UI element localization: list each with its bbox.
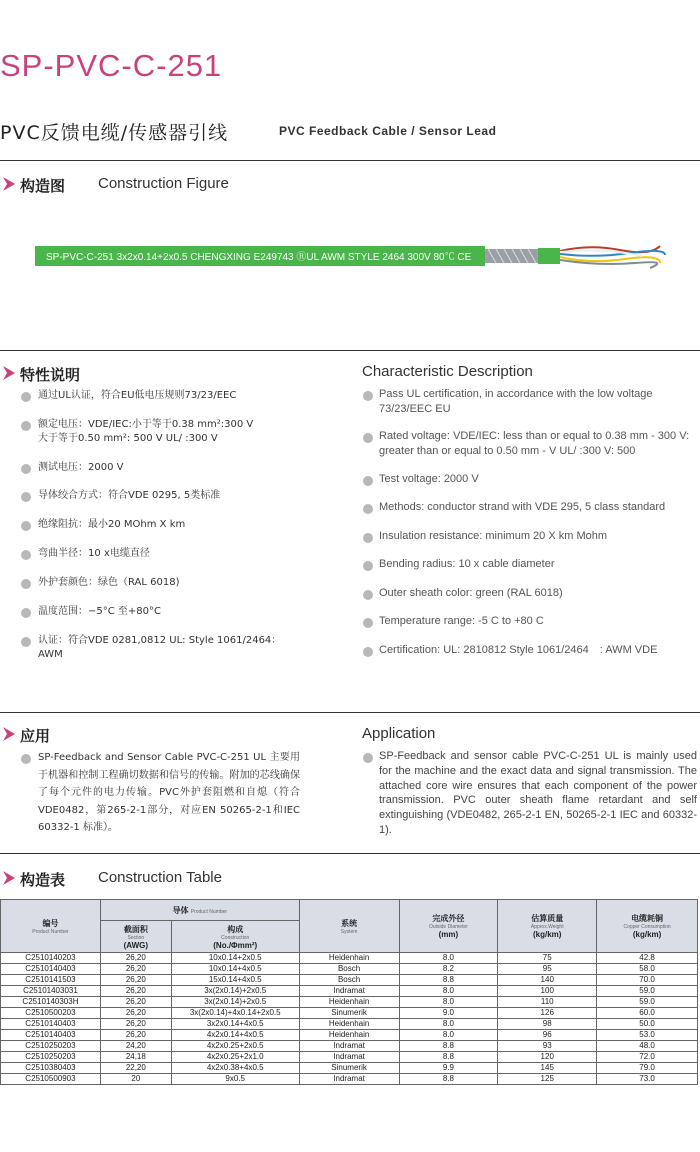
application-text-en: SP-Feedback and sensor cable PVC-C-251 UL is mainly used for the machine and the exact data and signal transmission. The attached core wire ensures that each component of the power transmission. PVC outer sheath flame retardant and self extinguishing (VDE0482, 265-2-1 EN, 50265-2-1 IEC and 60332-1). xyxy=(379,750,697,836)
divider xyxy=(0,712,700,713)
col-header-system: 系统 System xyxy=(299,900,399,953)
cell-number: C25101403031 xyxy=(1,986,101,997)
bullet-icon xyxy=(363,753,373,763)
char-item-cn: 认证：符合VDE 0281,0812 UL: Style 1061/2464： AWM xyxy=(38,635,282,660)
cell-copper: 72.0 xyxy=(597,1052,698,1063)
cell-outside-diameter: 8.0 xyxy=(399,1030,498,1041)
cell-weight: 100 xyxy=(498,986,597,997)
char-item-en: Insulation resistance: minimum 20 X km Mohm xyxy=(379,530,608,542)
bullet-icon xyxy=(21,464,31,474)
char-item-en: Bending radius: 10 x cable diameter xyxy=(379,558,555,570)
section-label-cn: 构造表 xyxy=(20,871,66,889)
cell-number: C2510500903 xyxy=(1,1074,101,1085)
cell-weight: 98 xyxy=(498,1019,597,1030)
cell-construction: 3x(2x0.14)+2x0.5 xyxy=(171,997,299,1008)
cell-copper: 73.0 xyxy=(597,1074,698,1085)
table-row xyxy=(1,1030,698,1041)
cell-weight: 95 xyxy=(498,964,597,975)
table-row xyxy=(1,1074,698,1085)
cell-outside-diameter: 8.0 xyxy=(399,986,498,997)
cell-section: 26,20 xyxy=(100,964,171,975)
cell-number: C2510140303H xyxy=(1,997,101,1008)
cell-outside-diameter: 8.8 xyxy=(399,1074,498,1085)
cell-system: Indramat xyxy=(299,1041,399,1052)
section-label-cn: 应用 xyxy=(20,727,51,745)
page-title: SP-PVC-C-251 xyxy=(0,48,223,83)
bullet-icon xyxy=(363,590,373,600)
col-header-weight: 估算质量 Approx.Weight (kg/km) xyxy=(498,900,597,953)
bullet-icon xyxy=(21,392,31,402)
cell-section: 20 xyxy=(100,1074,171,1085)
cell-copper: 59.0 xyxy=(597,997,698,1008)
cell-number: C2510140403 xyxy=(1,964,101,975)
cell-weight: 126 xyxy=(498,1008,597,1019)
cable-figure xyxy=(30,236,670,276)
cell-number: C2510140403 xyxy=(1,1030,101,1041)
cell-copper: 60.0 xyxy=(597,1008,698,1019)
char-item-en: Temperature range: -5 C to +80 C xyxy=(379,615,544,627)
table-row xyxy=(1,1052,698,1063)
cell-copper: 70.0 xyxy=(597,975,698,986)
cell-weight: 93 xyxy=(498,1041,597,1052)
char-item-en: Test voltage: 2000 V xyxy=(379,473,479,485)
cell-weight: 96 xyxy=(498,1030,597,1041)
cell-section: 26,20 xyxy=(100,997,171,1008)
char-item-cn: 弯曲半径：10 x电缆直径 xyxy=(38,548,150,559)
section-label-en: Construction Table xyxy=(98,869,222,886)
bullet-icon xyxy=(363,476,373,486)
cell-outside-diameter: 8.0 xyxy=(399,953,498,964)
char-item-cn: 绝缘阻抗：最小20 MOhm X km xyxy=(38,519,186,530)
cell-system: Heidenhain xyxy=(299,1030,399,1041)
table-row xyxy=(1,953,698,964)
cell-section: 26,20 xyxy=(100,986,171,997)
cell-copper: 42.8 xyxy=(597,953,698,964)
cell-section: 26,20 xyxy=(100,1008,171,1019)
cable-cores xyxy=(560,246,665,268)
cable-print: SP-PVC-C-251 3x2x0.14+2x0.5 CHENGXING E249743 ⓇUL AWM STYLE 2464 300V 80℃ CE xyxy=(46,252,472,263)
cell-system: Indramat xyxy=(299,1074,399,1085)
cell-number: C2510140403 xyxy=(1,1019,101,1030)
cell-construction: 10x0.14+4x0.5 xyxy=(171,964,299,975)
bullet-icon xyxy=(21,637,31,647)
bullet-icon xyxy=(363,504,373,514)
cell-outside-diameter: 8.8 xyxy=(399,1052,498,1063)
cell-number: C2510250203 xyxy=(1,1041,101,1052)
cell-system: Indramat xyxy=(299,1052,399,1063)
bullet-icon xyxy=(21,521,31,531)
section-arrow-icon xyxy=(3,871,15,885)
cell-weight: 110 xyxy=(498,997,597,1008)
cell-system: Heidenhain xyxy=(299,997,399,1008)
subtitle-en: PVC Feedback Cable / Sensor Lead xyxy=(279,124,497,138)
cell-number: C2510380403 xyxy=(1,1063,101,1074)
section-arrow-icon xyxy=(3,366,15,380)
cell-outside-diameter: 8.8 xyxy=(399,1041,498,1052)
bullet-icon xyxy=(21,550,31,560)
cell-system: Bosch xyxy=(299,964,399,975)
section-arrow-icon xyxy=(3,727,15,741)
cell-section: 26,20 xyxy=(100,1030,171,1041)
col-header-number: 编号 Product Number xyxy=(1,900,101,953)
cell-outside-diameter: 8.8 xyxy=(399,975,498,986)
section-label-cn: 构造图 xyxy=(20,177,66,195)
application-text-cn: SP-Feedback and Sensor Cable PVC-C-251 UL 主要用于机器和控制工程确切数据和信号的传输。附加的芯线确保了每个元件的电力传输。PVC外护套阻燃和自熄（符合VDE0482，第265-2-1部分，对应EN 50265-2-1和IEC 60332-1 标准）。 xyxy=(38,752,300,833)
cell-section: 26,20 xyxy=(100,1019,171,1030)
section-arrow-icon xyxy=(3,177,15,191)
section-label-en: Construction Figure xyxy=(98,175,229,192)
char-item-cn: 外护套颜色：绿色（RAL 6018) xyxy=(38,577,180,588)
cell-copper: 48.0 xyxy=(597,1041,698,1052)
cell-number: C2510141503 xyxy=(1,975,101,986)
cable-inner-sheath xyxy=(538,248,560,264)
table-row xyxy=(1,1041,698,1052)
cell-copper: 50.0 xyxy=(597,1019,698,1030)
divider xyxy=(0,350,700,351)
col-header-section: 截面积 Section (AWG) xyxy=(100,921,171,953)
table-row xyxy=(1,986,698,997)
cell-construction: 10x0.14+2x0.5 xyxy=(171,953,299,964)
table-row xyxy=(1,975,698,986)
cell-number: C2510500203 xyxy=(1,1008,101,1019)
cell-system: Heidenhain xyxy=(299,1019,399,1030)
section-label-cn: 特性说明 xyxy=(20,366,81,384)
bullet-icon xyxy=(363,433,373,443)
char-item-cn: 额定电压：VDE/IEC:小于等于0.38 mm²:300 V 大于等于0.50 mm²: 500 V UL/ :300 V xyxy=(38,419,254,444)
section-label-en: Application xyxy=(362,725,436,742)
cell-outside-diameter: 8.2 xyxy=(399,964,498,975)
construction-table xyxy=(0,899,698,1085)
cell-construction: 4x2x0.38+4x0.5 xyxy=(171,1063,299,1074)
cell-outside-diameter: 9.0 xyxy=(399,1008,498,1019)
table-row xyxy=(1,1019,698,1030)
cell-section: 22,20 xyxy=(100,1063,171,1074)
cell-section: 24,18 xyxy=(100,1052,171,1063)
cell-number: C2510250203 xyxy=(1,1052,101,1063)
bullet-icon xyxy=(21,608,31,618)
cell-weight: 140 xyxy=(498,975,597,986)
cell-weight: 125 xyxy=(498,1074,597,1085)
cell-outside-diameter: 9.9 xyxy=(399,1063,498,1074)
divider xyxy=(0,853,700,854)
bullet-icon xyxy=(363,618,373,628)
bullet-icon xyxy=(363,561,373,571)
cell-section: 24,20 xyxy=(100,1041,171,1052)
char-item-en: Rated voltage: VDE/IEC: less than or equal to 0.38 mm - 300 V: greater than or equal to 0.50 mm - V UL/ :300 V: 500 xyxy=(379,430,690,457)
table-row xyxy=(1,997,698,1008)
cell-construction: 4x2x0.25+2x1.0 xyxy=(171,1052,299,1063)
char-item-en: Certification: UL: 2810812 Style 1061/2464 : AWM VDE xyxy=(379,644,658,656)
char-item-en: Outer sheath color: green (RAL 6018) xyxy=(379,587,563,599)
cell-construction: 4x2x0.25+2x0.5 xyxy=(171,1041,299,1052)
cell-system: Heidenhain xyxy=(299,953,399,964)
char-item-en: Methods: conductor strand with VDE 295, 5 class standard xyxy=(379,501,666,513)
subtitle-cn: PVC反馈电缆/传感器引线 xyxy=(0,122,229,144)
char-item-cn: 温度范围：−5°C 至+80°C xyxy=(38,606,161,617)
cell-copper: 58.0 xyxy=(597,964,698,975)
bullet-icon xyxy=(363,391,373,401)
cell-construction: 3x2x0.14+4x0.5 xyxy=(171,1019,299,1030)
section-label-en: Characteristic Description xyxy=(362,363,533,380)
cell-system: Indramat xyxy=(299,986,399,997)
cell-system: Bosch xyxy=(299,975,399,986)
cell-weight: 120 xyxy=(498,1052,597,1063)
cell-section: 26,20 xyxy=(100,953,171,964)
cell-outside-diameter: 8.0 xyxy=(399,1019,498,1030)
char-item-cn: 导体绞合方式：符合VDE 0295, 5类标准 xyxy=(38,490,221,501)
cell-system: Sinumerik xyxy=(299,1008,399,1019)
cell-system: Sinumerik xyxy=(299,1063,399,1074)
char-item-cn: 通过UL认证，符合EU低电压规则73/23/EEC xyxy=(38,390,237,401)
cell-number: C2510140203 xyxy=(1,953,101,964)
cell-construction: 4x2x0.14+4x0.5 xyxy=(171,1030,299,1041)
bullet-icon xyxy=(21,579,31,589)
table-row xyxy=(1,1008,698,1019)
cell-weight: 75 xyxy=(498,953,597,964)
cell-copper: 79.0 xyxy=(597,1063,698,1074)
cell-construction: 3x(2x0.14)+4x0.14+2x0.5 xyxy=(171,1008,299,1019)
cell-construction: 3x(2x0.14)+2x0.5 xyxy=(171,986,299,997)
bullet-icon xyxy=(21,492,31,502)
bullet-icon xyxy=(363,647,373,657)
cell-weight: 145 xyxy=(498,1063,597,1074)
cell-copper: 53.0 xyxy=(597,1030,698,1041)
construction-table-body xyxy=(1,953,698,1085)
cell-copper: 59.0 xyxy=(597,986,698,997)
table-row xyxy=(1,1063,698,1074)
bullet-icon xyxy=(363,533,373,543)
col-header-conductor: 导体 Product Number xyxy=(100,900,299,921)
cell-construction: 15x0.14+4x0.5 xyxy=(171,975,299,986)
cell-section: 26,20 xyxy=(100,975,171,986)
bullet-icon xyxy=(21,421,31,431)
col-header-outside-diameter: 完成外径 Outside Diameter (mm) xyxy=(399,900,498,953)
col-header-copper: 电缆耗铜 Copper Consumption (kg/km) xyxy=(597,900,698,953)
bullet-icon xyxy=(21,754,31,764)
char-item-cn: 测试电压：2000 V xyxy=(38,462,124,473)
cell-construction: 9x0.5 xyxy=(171,1074,299,1085)
char-item-en: Pass UL certification, in accordance with the low voltage 73/23/EEC EU xyxy=(379,388,653,415)
cell-outside-diameter: 8.0 xyxy=(399,997,498,1008)
col-header-construction: 构成 Construction (No./Φmm²) xyxy=(171,921,299,953)
table-row xyxy=(1,964,698,975)
divider xyxy=(0,160,700,161)
